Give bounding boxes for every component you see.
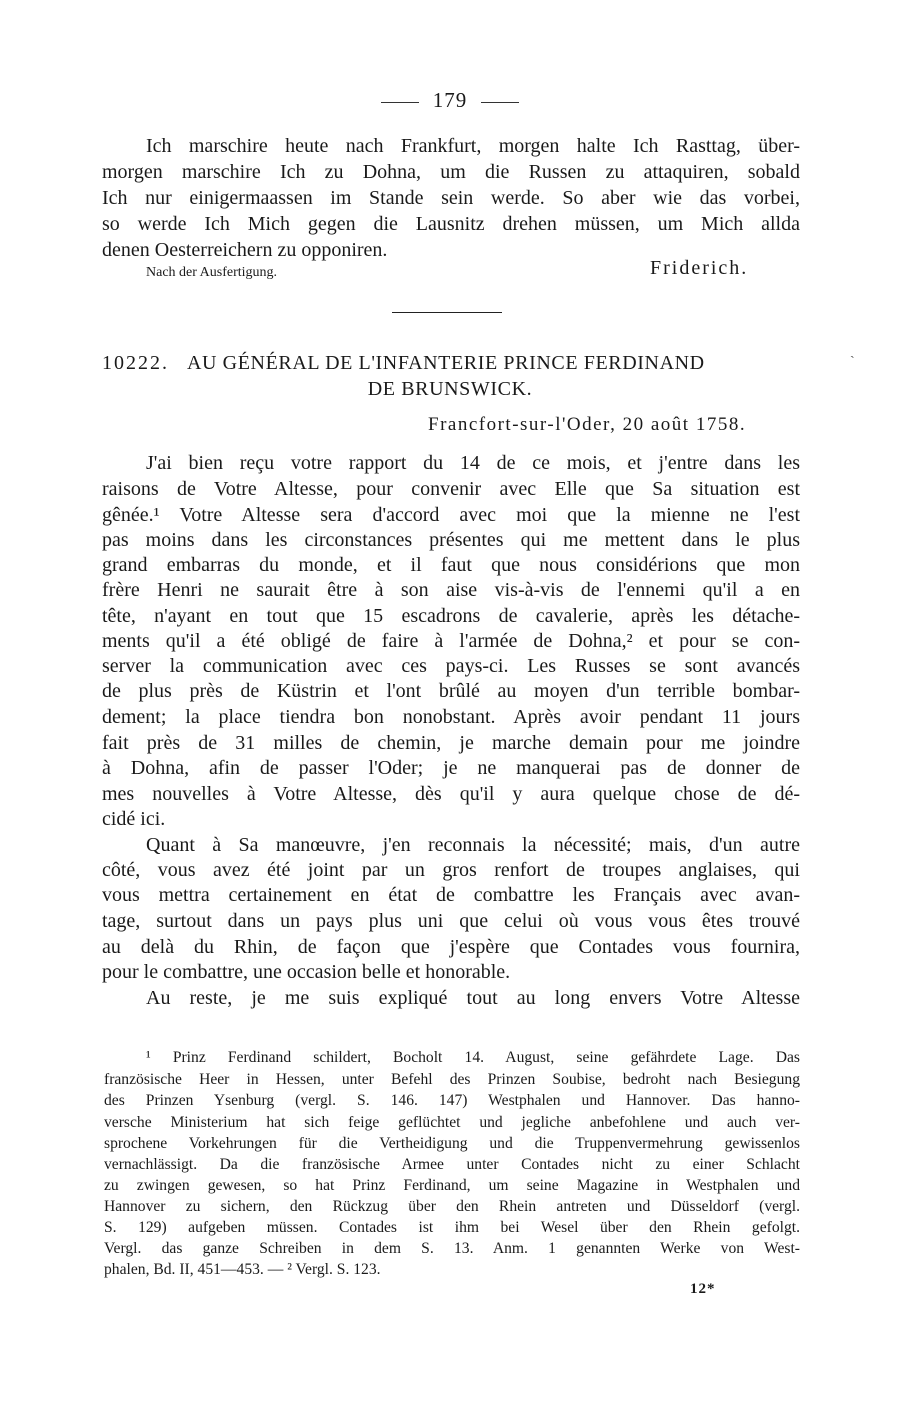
body-line: à Dohna, afin de passer l'Oder; je ne manquerai pas de donner de: [102, 757, 800, 779]
margin-mark: ˏ: [850, 344, 855, 359]
footnote-line: Vergl. das ganze Schreiben in dem S. 13. Anm. 1 genannten Werke von West-: [104, 1240, 800, 1257]
body-line: server la communication avec ces pays-ci. Les Russes se sont avancés: [102, 655, 800, 677]
prev-letter-line: Ich marschire heute nach Frankfurt, morgen halte Ich Rasttag, über-: [146, 135, 800, 157]
letter-heading: [102, 352, 800, 375]
signature-mark: 12*: [690, 1281, 716, 1297]
body-line: côté, vous avez été joint par un gros renfort de troupes anglaises, qui: [102, 859, 800, 881]
body-line: fait près de 31 milles de chemin, je marche demain pour me joindre: [102, 732, 800, 754]
footnote-line: sprochene Vorkehrungen für die Vertheidigung und die Truppenvermehrung gewissenlos: [104, 1135, 800, 1152]
header-dash-right: [481, 102, 519, 103]
footnote-line: vernachlässigt. Da die französische Armee unter Contades nicht zu einer Schlacht: [104, 1156, 800, 1173]
letter-title-line1: AU GÉNÉRAL DE L'INFANTERIE PRINCE FERDINAND: [187, 352, 705, 374]
body-line: J'ai bien reçu votre rapport du 14 de ce mois, et j'entre dans les: [146, 452, 800, 474]
page-header: [0, 88, 900, 113]
page-number: 179: [432, 88, 468, 112]
body-line: grand embarras du monde, et il faut que nous considérions que mon: [102, 554, 800, 576]
source-note: Nach der Ausfertigung.: [146, 265, 278, 280]
body-line: cidé ici.: [102, 808, 166, 830]
header-dash-left: [381, 102, 419, 103]
body-line: Quant à Sa manœuvre, j'en reconnais la nécessité; mais, d'un autre: [146, 834, 800, 856]
footnote-line: zu zwingen gewesen, so hat Prinz Ferdinand, um seine Magazine in Westphalen und: [104, 1177, 800, 1194]
prev-letter-line: denen Oesterreichern zu opponiren.: [102, 239, 388, 261]
body-line: pour le combattre, une occasion belle et honorable.: [102, 961, 511, 983]
footnote-line: phalen, Bd. II, 451—453. — ² Vergl. S. 123.: [104, 1261, 381, 1278]
body-line: tête, n'ayant en tout que 15 escadrons de cavalerie, après les détache-: [102, 605, 800, 627]
body-line: gênée.¹ Votre Altesse sera d'accord avec moi que la mienne ne l'est: [102, 504, 800, 526]
body-line: Au reste, je me suis expliqué tout au long envers Votre Altesse: [146, 987, 800, 1009]
footnote-line: des Prinzen Ysenburg (vergl. S. 146. 147) Westphalen und Hannover. Das hanno-: [104, 1092, 800, 1109]
body-line: tage, surtout dans un pays plus uni que celui où vous vous êtes trouvé: [102, 910, 800, 932]
letter-title-line2: DE BRUNSWICK.: [367, 378, 533, 400]
body-line: raisons de Votre Altesse, pour convenir avec Elle que Sa situation est: [102, 478, 800, 500]
body-line: frère Henri ne saurait être à son aise vis-à-vis de l'ennemi qu'il a en: [102, 579, 800, 601]
footnote-line: Hannover zu sichern, den Rückzug über den Rhein antreten und Düsseldorf (vergl.: [104, 1198, 800, 1215]
footnote-line: französische Heer in Hessen, unter Befehl des Prinzen Soubise, bedroht nach Besiegung: [104, 1071, 800, 1088]
prev-letter-line: Ich nur einigermaassen im Stande sein werde. So aber wie das vorbei,: [102, 187, 800, 209]
body-line: au delà du Rhin, de façon que j'espère que Contades vous fournira,: [102, 936, 800, 958]
body-line: de plus près de Küstrin et l'ont brûlé au moyen d'un terrible bombar-: [102, 680, 800, 702]
letter-number: 10222.: [102, 352, 169, 374]
footnote-line: ¹ Prinz Ferdinand schildert, Bocholt 14. August, seine gefährdete Lage. Das: [146, 1049, 800, 1066]
body-line: mes nouvelles à Votre Altesse, dès qu'il y aura quelque chose de dé-: [102, 783, 800, 805]
signature: Friderich.: [650, 257, 749, 279]
footnote-line: versche Ministerium hat sich feige geflüchtet und jegliche anbefohlene und auch ver-: [104, 1114, 800, 1131]
body-line: vous mettra certainement en état de combattre les Français avec avan-: [102, 884, 800, 906]
prev-letter-line: morgen marschire Ich zu Dohna, um die Russen zu attaquiren, sobald: [102, 161, 800, 183]
footnote-line: S. 129) aufgeben müssen. Contades ist ihm bei Wesel über den Rhein gefolgt.: [104, 1219, 800, 1236]
section-divider: [392, 312, 502, 313]
body-line: dement; la place tiendra bon nonobstant. Après avoir pendant 11 jours: [102, 706, 800, 728]
body-line: ments qu'il a été obligé de faire à l'armée de Dohna,² et pour se con-: [102, 630, 800, 652]
letter-dateline: Francfort-sur-l'Oder, 20 août 1758.: [428, 414, 747, 435]
prev-letter-line: so werde Ich Mich gegen die Lausnitz drehen müssen, um Mich allda: [102, 213, 800, 235]
body-line: pas moins dans les circonstances présentes qui me mettent dans le plus: [102, 529, 800, 551]
